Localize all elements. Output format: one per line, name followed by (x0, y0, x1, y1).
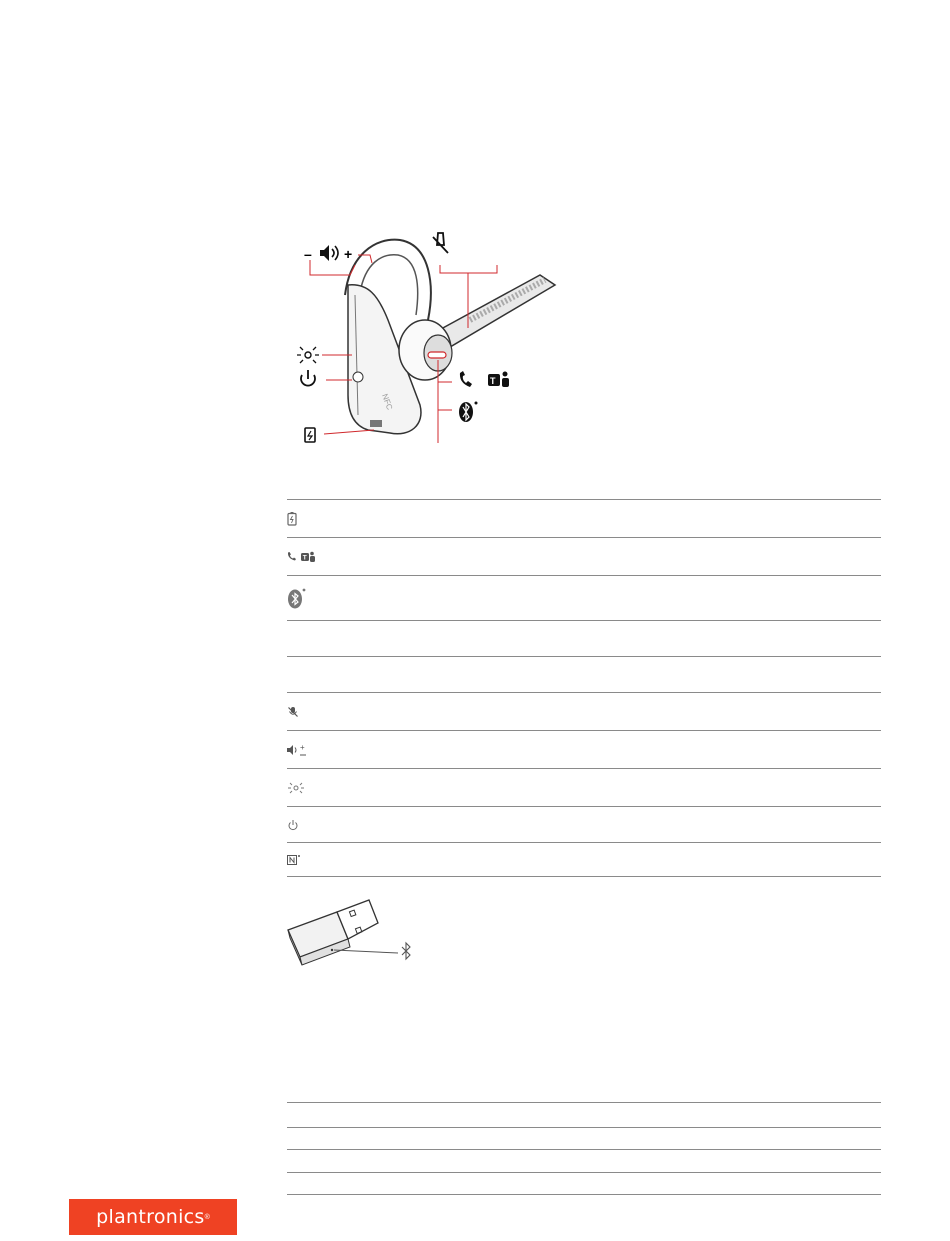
phone-icon (287, 552, 297, 562)
table-row (287, 499, 881, 537)
table-row (287, 842, 881, 877)
mute-mic-icon (287, 706, 299, 718)
table-row (287, 656, 881, 692)
svg-text:T: T (490, 376, 496, 386)
table-row (287, 1149, 881, 1172)
volume-icon (287, 743, 307, 757)
table-row (287, 1172, 881, 1195)
svg-text:–: – (304, 246, 312, 262)
table-row (287, 692, 881, 730)
volume-callout (304, 245, 372, 275)
table-row (287, 537, 881, 575)
svg-text:+: + (344, 246, 353, 262)
table-row (287, 768, 881, 806)
usb-adapter-illustration (282, 895, 422, 975)
teams-icon (301, 551, 315, 562)
bluetooth-icon (287, 587, 307, 609)
table-row (287, 730, 881, 768)
table-row (287, 1127, 881, 1149)
headset-illustration (270, 225, 580, 470)
adapter-table (287, 1102, 881, 1195)
svg-text:+: + (300, 742, 305, 752)
power-icon (287, 819, 299, 831)
charge-callout (305, 428, 374, 442)
led-callout (297, 347, 352, 363)
table-row (287, 620, 881, 656)
bluetooth-icon (402, 943, 410, 959)
table-row (287, 806, 881, 842)
battery-charging-icon (287, 512, 297, 526)
nfc-icon (287, 854, 301, 866)
led-light-icon (287, 781, 305, 795)
plantronics-logo (69, 1199, 237, 1235)
call-bluetooth-callout (438, 360, 509, 443)
nfc-label: NFC (380, 392, 395, 412)
table-row (287, 575, 881, 620)
parts-table (287, 499, 881, 877)
table-row (287, 1102, 881, 1127)
svg-text:T: T (302, 554, 307, 561)
power-callout (301, 370, 352, 386)
logo-text: plantronics (96, 1206, 205, 1228)
logo-mark: ® (204, 1213, 210, 1221)
